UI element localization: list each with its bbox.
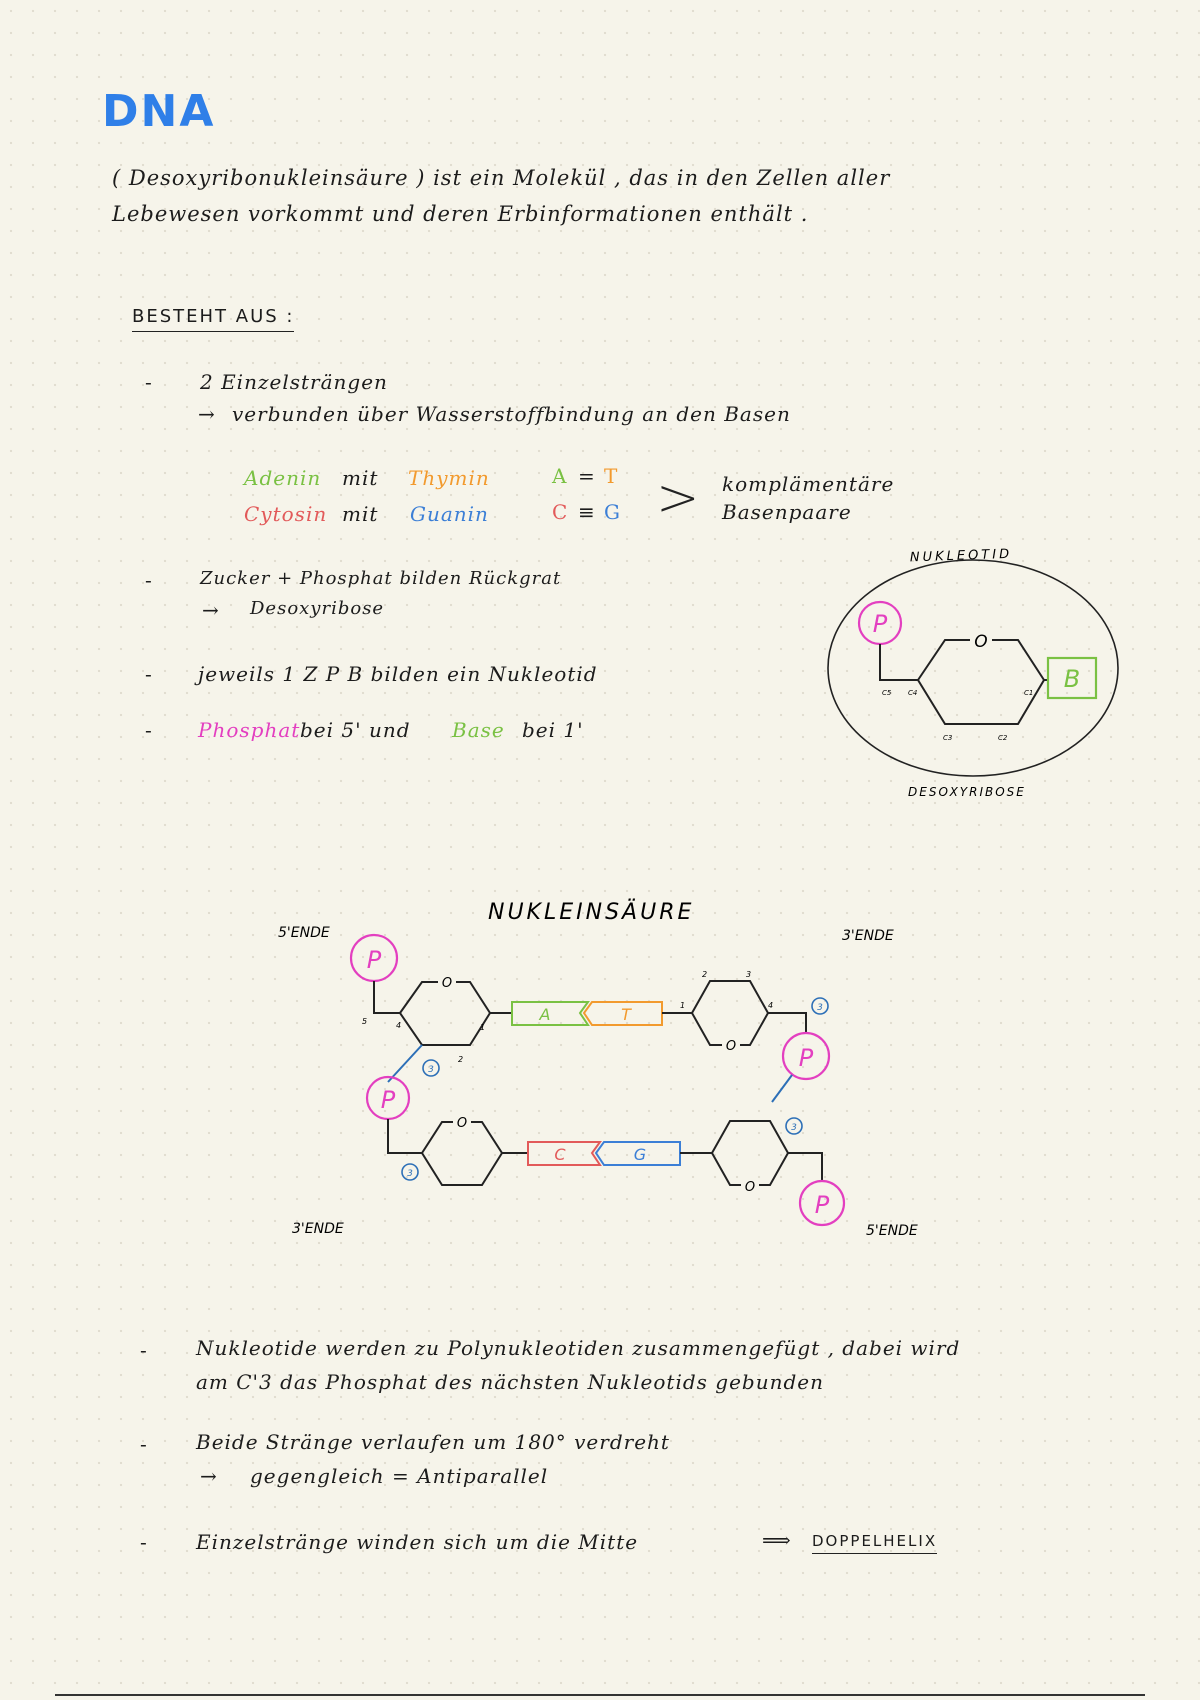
pair-a: A: [552, 464, 568, 488]
c3-marker-label: 3: [407, 1169, 413, 1179]
phosphate-bond: [880, 644, 918, 680]
base-c-label: C: [554, 1145, 566, 1164]
bond-line: [768, 1013, 806, 1033]
bullet-einzelstraenge: 2 Einzelsträngen: [200, 370, 388, 394]
c3-label: C3: [943, 734, 953, 742]
arrow-icon: →: [198, 402, 215, 426]
end-5-top-label: 5'ENDE: [278, 925, 330, 941]
nukleinsaeure-title: NUKLEINSÄURE: [488, 900, 695, 925]
bullet-doppelhelix-text: Einzelstränge winden sich um die Mitte: [196, 1530, 639, 1554]
page-divider: [55, 1694, 1145, 1696]
arrow-icon: →: [202, 598, 219, 622]
bullet-marker: -: [140, 1432, 147, 1456]
bullet-antiparallel-line-2: gegengleich = Antiparallel: [250, 1464, 549, 1488]
mit-label: mit: [342, 466, 379, 490]
carbon-number: 2: [458, 1055, 464, 1064]
backbone-link: [772, 1075, 792, 1102]
base-label: B: [1063, 665, 1081, 693]
guanin-label: Guanin: [410, 502, 489, 526]
implies-arrow-icon: ⟹: [762, 1528, 791, 1552]
backbone-link: [388, 1045, 422, 1082]
desoxyribose-label: Desoxyribose: [250, 598, 385, 619]
section-heading: BESTEHT AUS :: [132, 306, 294, 332]
bullet-marker: -: [145, 662, 152, 686]
ring-oxygen: O: [974, 632, 988, 652]
bond-line: [374, 981, 400, 1013]
basenpaare-label: Basenpaare: [722, 500, 852, 524]
carbon-number: 3: [746, 970, 752, 979]
bullet-marker: -: [145, 718, 152, 742]
komplementaer-label: komplämentäre: [722, 472, 895, 496]
sugar-ring: [400, 982, 490, 1045]
intro-line-2: Lebewesen vorkommt und deren Erbinformationen enthält .: [112, 202, 809, 226]
phosphate-label: P: [366, 946, 382, 974]
bullet-rueckgrat: Zucker + Phosphat bilden Rückgrat: [200, 568, 562, 589]
c2-label: C2: [998, 734, 1008, 742]
carbon-number: 4: [768, 1001, 774, 1010]
c1-label: C1: [1024, 689, 1034, 697]
base-a-label: A: [539, 1005, 551, 1024]
bullet-marker: -: [140, 1338, 147, 1362]
desoxyribose-ring: [918, 640, 1044, 724]
c3-marker-label: 3: [791, 1123, 797, 1133]
bullet-polynukleotide-line-1: Nukleotide werden zu Polynukleotiden zusammengefügt , dabei wird: [196, 1336, 961, 1360]
sugar-ring: [712, 1121, 788, 1185]
bullet-antiparallel-line-1: Beide Stränge verlaufen um 180° verdreht: [196, 1430, 670, 1454]
bullet-einzelstraenge-sub: verbunden über Wasserstoffbindung an den Basen: [232, 402, 791, 426]
nukleotid-title: NUKLEOTID: [909, 546, 1013, 566]
bullet-marker: -: [145, 370, 152, 394]
end-3-bottom-label: 3'ENDE: [292, 1221, 344, 1237]
cytosin-label: Cytosin: [244, 502, 328, 526]
c3-marker-label: 3: [817, 1003, 823, 1013]
end-3-top-label: 3'ENDE: [842, 928, 894, 944]
carbon-number: 4: [396, 1021, 402, 1030]
base-label: Base: [452, 718, 505, 742]
nukleotid-diagram: [800, 540, 1140, 810]
mit-label: mit: [342, 502, 379, 526]
end-5-bottom-label: 5'ENDE: [866, 1223, 918, 1239]
ring-oxygen: O: [441, 976, 453, 991]
c5-label: C5: [882, 689, 892, 697]
bullet-position-text: bei 5' und: [300, 718, 411, 742]
base-t-label: T: [621, 1005, 631, 1024]
phosphat-label: Phosphat: [198, 718, 301, 742]
pair-t: T: [604, 464, 619, 488]
nukleinsaeure-diagram: [250, 880, 970, 1270]
ring-oxygen: O: [744, 1180, 756, 1195]
bond-line: [788, 1153, 822, 1181]
bracket-icon: >: [656, 468, 700, 528]
carbon-number: 2: [702, 970, 708, 979]
phosphate-label: P: [814, 1191, 830, 1219]
phosphate-label: P: [798, 1044, 814, 1072]
sugar-ring: [422, 1122, 502, 1185]
base-g-label: G: [633, 1145, 647, 1164]
pair-triple-bond: ≡: [578, 500, 596, 524]
carbon-number: 1: [680, 1001, 686, 1010]
pair-c: C: [552, 500, 569, 524]
thymin-label: Thymin: [408, 466, 490, 490]
bullet-nukleotid: jeweils 1 Z P B bilden ein Nukleotid: [198, 662, 598, 686]
sugar-ring: [692, 981, 768, 1045]
bullet-polynukleotide-line-2: am C'3 das Phosphat des nächsten Nukleotids gebunden: [196, 1370, 824, 1394]
arrow-icon: →: [200, 1464, 217, 1488]
bond-line: [388, 1119, 422, 1153]
carbon-number: 1: [480, 1023, 486, 1032]
bullet-position-end: bei 1': [522, 718, 584, 742]
intro-line-1: ( Desoxyribonukleinsäure ) ist ein Molekül , das in den Zellen aller: [112, 166, 891, 190]
pair-double-bond: =: [578, 464, 596, 488]
phosphate-label: P: [872, 610, 888, 638]
ring-oxygen: O: [456, 1116, 468, 1131]
c4-label: C4: [908, 689, 918, 697]
ring-oxygen: O: [725, 1039, 737, 1054]
c3-marker-label: 3: [428, 1065, 434, 1075]
page-title: DNA: [102, 86, 216, 137]
bullet-marker: -: [145, 568, 152, 592]
carbon-number: 5: [362, 1017, 368, 1026]
adenin-label: Adenin: [244, 466, 322, 490]
desoxyribose-title: DESOXYRIBOSE: [908, 785, 1026, 799]
phosphate-label: P: [380, 1086, 396, 1114]
pair-g: G: [604, 500, 621, 524]
doppelhelix-label: DOPPELHELIX: [812, 1532, 937, 1554]
bullet-marker: -: [140, 1530, 147, 1554]
